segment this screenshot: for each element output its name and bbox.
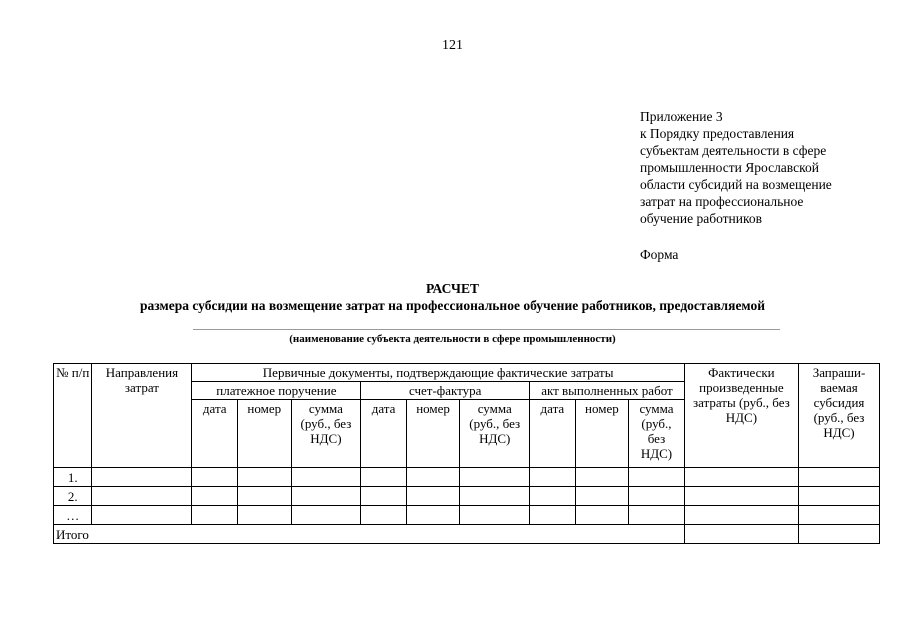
table-cell[interactable] [92, 487, 192, 506]
table-cell[interactable] [684, 525, 798, 544]
table-cell[interactable] [460, 487, 530, 506]
header-sum: сумма (руб., без НДС) [291, 400, 361, 468]
table-row [54, 487, 880, 506]
total-label: Итого [54, 525, 685, 544]
table-cell[interactable] [192, 487, 237, 506]
table-cell[interactable] [406, 468, 460, 487]
header-num: № п/п [54, 364, 92, 468]
header-requested-subsidy: Запраши-ваемая субсидия (руб., без НДС) [799, 364, 880, 468]
header-date: дата [361, 400, 406, 468]
table-cell[interactable] [291, 468, 361, 487]
table-row [54, 468, 880, 487]
row-number: 1. [54, 468, 92, 487]
page-number: 121 [442, 38, 463, 53]
appendix-line: к Порядку предоставления [640, 126, 795, 141]
table-cell[interactable] [629, 468, 685, 487]
table-cell[interactable] [799, 468, 880, 487]
document-title: РАСЧЕТ [426, 281, 479, 296]
row-number: … [54, 506, 92, 525]
appendix-line: промышленности Ярославской [640, 160, 819, 175]
table-cell[interactable] [406, 487, 460, 506]
table-cell[interactable] [575, 506, 629, 525]
table-row [54, 506, 880, 525]
header-row [54, 364, 880, 382]
header-number: номер [237, 400, 291, 468]
appendix-block [640, 108, 890, 227]
table-cell[interactable] [629, 487, 685, 506]
header-actual-costs: Фактически произведенные затраты (руб., без НДС) [684, 364, 798, 468]
table-cell[interactable] [684, 468, 798, 487]
header-act: акт выполненных работ [530, 382, 685, 400]
header-direction: Направления затрат [92, 364, 192, 468]
header-date: дата [530, 400, 575, 468]
header-number: номер [575, 400, 629, 468]
appendix-line: области субсидий на возмещение [640, 177, 832, 192]
table-cell[interactable] [799, 525, 880, 544]
table-cell[interactable] [684, 506, 798, 525]
header-date: дата [192, 400, 237, 468]
header-sum: сумма (руб., без НДС) [629, 400, 685, 468]
appendix-line: субъектам деятельности в сфере [640, 143, 827, 158]
header-sum: сумма (руб., без НДС) [460, 400, 530, 468]
total-row [54, 525, 880, 544]
table-cell[interactable] [629, 506, 685, 525]
table-cell[interactable] [799, 506, 880, 525]
table-cell[interactable] [291, 506, 361, 525]
row-number: 2. [54, 487, 92, 506]
table-cell[interactable] [406, 506, 460, 525]
appendix-line: обучение работников [640, 211, 762, 226]
table-cell[interactable] [684, 487, 798, 506]
table-cell[interactable] [92, 468, 192, 487]
document-subtitle: размера субсидии на возмещение затрат на профессиональное обучение работников, предоставляемой [140, 298, 765, 313]
table-cell[interactable] [192, 468, 237, 487]
appendix-line: Приложение 3 [640, 109, 723, 124]
table-cell[interactable] [361, 506, 406, 525]
table-cell[interactable] [575, 487, 629, 506]
appendix-line: затрат на профессиональное [640, 194, 804, 209]
table-cell[interactable] [237, 487, 291, 506]
entity-name-caption: (наименование субъекта деятельности в сфере промышленности) [289, 333, 616, 345]
header-invoice: счет-фактура [361, 382, 530, 400]
table-cell[interactable] [361, 468, 406, 487]
header-payment-order: платежное поручение [192, 382, 361, 400]
table-cell[interactable] [460, 468, 530, 487]
table-cell[interactable] [530, 487, 575, 506]
table-cell[interactable] [291, 487, 361, 506]
table-cell[interactable] [92, 506, 192, 525]
table-cell[interactable] [530, 468, 575, 487]
table-cell[interactable] [237, 468, 291, 487]
header-number: номер [406, 400, 460, 468]
table-cell[interactable] [799, 487, 880, 506]
table-cell[interactable] [460, 506, 530, 525]
entity-name-line [193, 329, 780, 330]
calculation-table [53, 363, 880, 544]
table-cell[interactable] [530, 506, 575, 525]
header-primary-docs: Первичные документы, подтверждающие фактические затраты [192, 364, 684, 382]
table-cell[interactable] [237, 506, 291, 525]
table-cell[interactable] [192, 506, 237, 525]
table-cell[interactable] [361, 487, 406, 506]
form-label: Форма [640, 247, 679, 262]
table-cell[interactable] [575, 468, 629, 487]
